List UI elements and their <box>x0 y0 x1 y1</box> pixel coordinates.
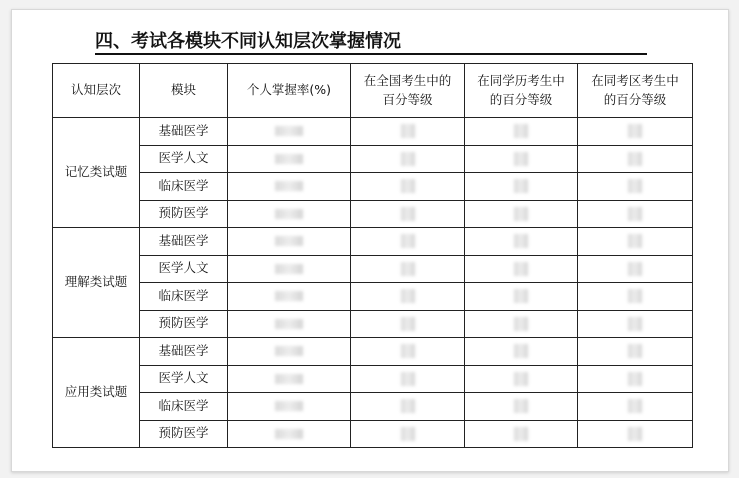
redacted-value <box>401 399 415 413</box>
redacted-value <box>514 344 528 358</box>
module-cell: 预防医学 <box>140 200 228 228</box>
personal-mastery-cell <box>228 393 351 421</box>
redacted-value <box>514 399 528 413</box>
redacted-value <box>275 291 303 301</box>
header-cognitive-level: 认知层次 <box>53 64 140 118</box>
redacted-value <box>401 179 415 193</box>
redacted-value <box>275 181 303 191</box>
education-percentile-cell <box>465 255 578 283</box>
redacted-value <box>628 344 642 358</box>
region-percentile-cell <box>578 420 693 448</box>
national-percentile-cell <box>351 420 465 448</box>
module-cell: 临床医学 <box>140 173 228 201</box>
module-cell: 医学人文 <box>140 365 228 393</box>
redacted-value <box>514 124 528 138</box>
personal-mastery-cell <box>228 145 351 173</box>
redacted-value <box>628 317 642 331</box>
national-percentile-cell <box>351 283 465 311</box>
national-percentile-cell <box>351 310 465 338</box>
national-percentile-cell <box>351 173 465 201</box>
education-percentile-cell <box>465 338 578 366</box>
redacted-value <box>401 207 415 221</box>
redacted-value <box>275 429 303 439</box>
table-row <box>53 283 693 311</box>
table-row <box>53 365 693 393</box>
education-percentile-cell <box>465 145 578 173</box>
personal-mastery-cell <box>228 228 351 256</box>
table-row <box>53 310 693 338</box>
region-percentile-cell <box>578 145 693 173</box>
redacted-value <box>514 372 528 386</box>
cognitive-level-cell: 应用类试题 <box>53 338 140 448</box>
header-row <box>53 64 693 118</box>
redacted-value <box>275 236 303 246</box>
redacted-value <box>628 427 642 441</box>
region-percentile-cell <box>578 338 693 366</box>
header-education-percentile: 在同学历考生中的百分等级 <box>465 64 578 118</box>
education-percentile-cell <box>465 228 578 256</box>
national-percentile-cell <box>351 393 465 421</box>
redacted-value <box>275 374 303 384</box>
national-percentile-cell <box>351 365 465 393</box>
redacted-value <box>514 207 528 221</box>
table-row <box>53 145 693 173</box>
redacted-value <box>401 427 415 441</box>
personal-mastery-cell <box>228 173 351 201</box>
mastery-table <box>52 63 693 448</box>
redacted-value <box>628 207 642 221</box>
section-title: 四、考试各模块不同认知层次掌握情况 <box>95 31 647 55</box>
cognitive-level-cell: 记忆类试题 <box>53 118 140 228</box>
national-percentile-cell <box>351 338 465 366</box>
module-cell: 预防医学 <box>140 420 228 448</box>
redacted-value <box>275 209 303 219</box>
header-region-percentile: 在同考区考生中的百分等级 <box>578 64 693 118</box>
personal-mastery-cell <box>228 255 351 283</box>
module-cell: 基础医学 <box>140 228 228 256</box>
redacted-value <box>401 344 415 358</box>
redacted-value <box>628 179 642 193</box>
personal-mastery-cell <box>228 310 351 338</box>
redacted-value <box>628 262 642 276</box>
education-percentile-cell <box>465 173 578 201</box>
module-cell: 临床医学 <box>140 283 228 311</box>
national-percentile-cell <box>351 228 465 256</box>
region-percentile-cell <box>578 310 693 338</box>
table-row <box>53 255 693 283</box>
personal-mastery-cell <box>228 200 351 228</box>
redacted-value <box>275 264 303 274</box>
redacted-value <box>401 124 415 138</box>
redacted-value <box>514 234 528 248</box>
redacted-value <box>275 401 303 411</box>
education-percentile-cell <box>465 200 578 228</box>
national-percentile-cell <box>351 145 465 173</box>
redacted-value <box>628 399 642 413</box>
module-cell: 医学人文 <box>140 145 228 173</box>
module-cell: 临床医学 <box>140 393 228 421</box>
table-row <box>53 200 693 228</box>
table-row <box>53 338 693 366</box>
education-percentile-cell <box>465 365 578 393</box>
education-percentile-cell <box>465 420 578 448</box>
redacted-value <box>275 346 303 356</box>
redacted-value <box>401 372 415 386</box>
region-percentile-cell <box>578 365 693 393</box>
redacted-value <box>514 152 528 166</box>
personal-mastery-cell <box>228 118 351 146</box>
header-national-percentile: 在全国考生中的百分等级 <box>351 64 465 118</box>
national-percentile-cell <box>351 200 465 228</box>
region-percentile-cell <box>578 393 693 421</box>
region-percentile-cell <box>578 255 693 283</box>
redacted-value <box>401 262 415 276</box>
redacted-value <box>628 152 642 166</box>
table-row <box>53 420 693 448</box>
personal-mastery-cell <box>228 283 351 311</box>
table-row <box>53 393 693 421</box>
redacted-value <box>401 152 415 166</box>
education-percentile-cell <box>465 310 578 338</box>
redacted-value <box>628 124 642 138</box>
redacted-value <box>401 317 415 331</box>
region-percentile-cell <box>578 283 693 311</box>
module-cell: 预防医学 <box>140 310 228 338</box>
education-percentile-cell <box>465 283 578 311</box>
module-cell: 基础医学 <box>140 118 228 146</box>
national-percentile-cell <box>351 255 465 283</box>
header-module: 模块 <box>140 64 228 118</box>
redacted-value <box>514 317 528 331</box>
table-row <box>53 118 693 146</box>
redacted-value <box>628 289 642 303</box>
personal-mastery-cell <box>228 338 351 366</box>
redacted-value <box>514 262 528 276</box>
redacted-value <box>275 154 303 164</box>
national-percentile-cell <box>351 118 465 146</box>
redacted-value <box>401 289 415 303</box>
table-row <box>53 228 693 256</box>
education-percentile-cell <box>465 118 578 146</box>
education-percentile-cell <box>465 393 578 421</box>
redacted-value <box>628 234 642 248</box>
cognitive-level-cell: 理解类试题 <box>53 228 140 338</box>
redacted-value <box>401 234 415 248</box>
module-cell: 医学人文 <box>140 255 228 283</box>
region-percentile-cell <box>578 200 693 228</box>
region-percentile-cell <box>578 228 693 256</box>
module-cell: 基础医学 <box>140 338 228 366</box>
personal-mastery-cell <box>228 420 351 448</box>
redacted-value <box>628 372 642 386</box>
region-percentile-cell <box>578 118 693 146</box>
region-percentile-cell <box>578 173 693 201</box>
redacted-value <box>514 179 528 193</box>
redacted-value <box>275 126 303 136</box>
redacted-value <box>514 289 528 303</box>
personal-mastery-cell <box>228 365 351 393</box>
redacted-value <box>514 427 528 441</box>
redacted-value <box>275 319 303 329</box>
header-personal-mastery: 个人掌握率(%) <box>228 64 351 118</box>
table-row <box>53 173 693 201</box>
